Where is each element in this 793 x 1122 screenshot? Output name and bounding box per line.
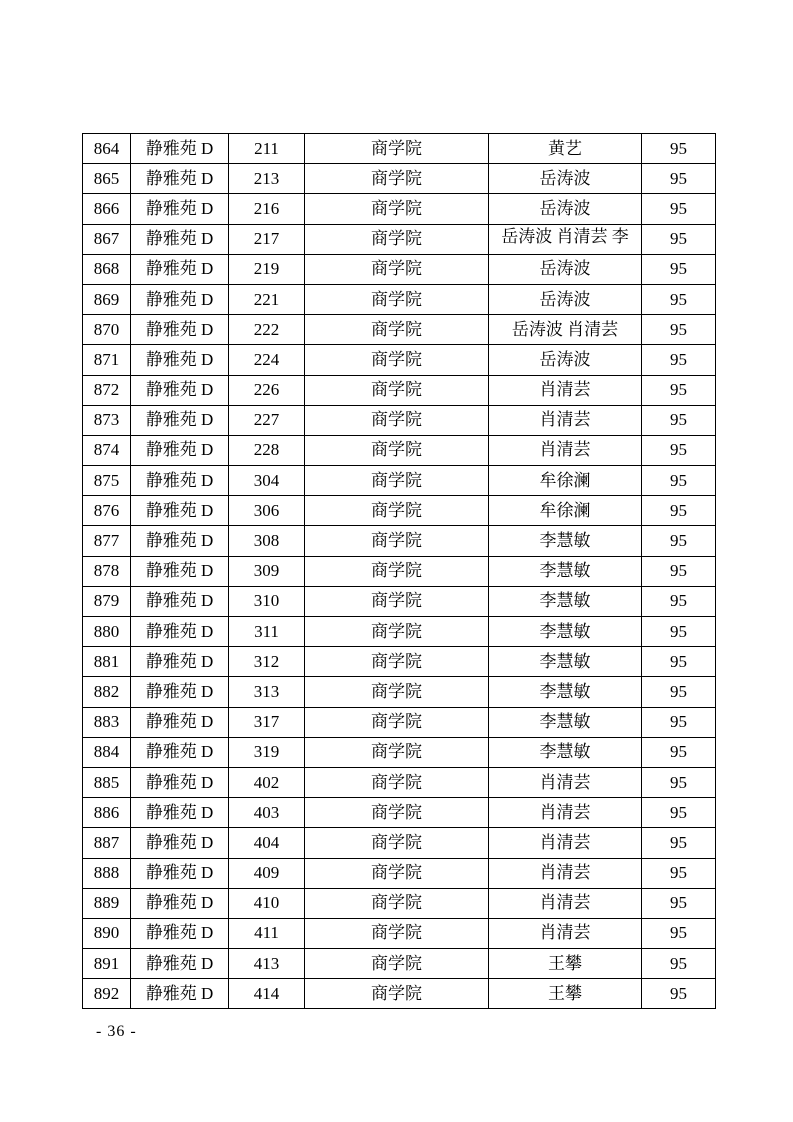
college-cell: 商学院 (305, 707, 489, 737)
college-cell: 商学院 (305, 435, 489, 465)
table-row (83, 737, 716, 767)
room-number-cell: 308 (229, 526, 305, 556)
name-cell (489, 134, 642, 164)
name-cell-text: 肖清芸 (539, 832, 591, 852)
row-index-cell: 890 (83, 918, 131, 948)
table-row (83, 496, 716, 526)
college-cell: 商学院 (305, 647, 489, 677)
building-cell: 静雅苑 D (131, 526, 229, 556)
name-cell (489, 828, 642, 858)
building-cell: 静雅苑 D (131, 918, 229, 948)
college-cell: 商学院 (305, 617, 489, 647)
score-cell: 95 (642, 888, 716, 918)
name-cell-text: 岳涛波 (539, 198, 591, 218)
table-row (83, 798, 716, 828)
table-row (83, 979, 716, 1009)
building-cell: 静雅苑 D (131, 737, 229, 767)
name-cell (489, 888, 642, 918)
table-row (83, 949, 716, 979)
table-row (83, 254, 716, 284)
row-index-cell: 876 (83, 496, 131, 526)
name-cell-text: 岳涛波 (539, 289, 591, 309)
name-cell (489, 798, 642, 828)
building-cell: 静雅苑 D (131, 617, 229, 647)
score-cell: 95 (642, 586, 716, 616)
room-number-cell: 317 (229, 707, 305, 737)
college-cell: 商学院 (305, 888, 489, 918)
table-row (83, 345, 716, 375)
table-row (83, 284, 716, 314)
college-cell: 商学院 (305, 345, 489, 375)
row-index-cell: 885 (83, 767, 131, 797)
table-row (83, 134, 716, 164)
room-number-cell: 216 (229, 194, 305, 224)
room-number-cell: 403 (229, 798, 305, 828)
name-cell-text: 王攀 (548, 983, 582, 1003)
name-cell (489, 284, 642, 314)
name-cell (489, 586, 642, 616)
building-cell: 静雅苑 D (131, 134, 229, 164)
room-number-cell: 211 (229, 134, 305, 164)
room-number-cell: 404 (229, 828, 305, 858)
name-cell-text: 岳涛波 肖清芸 李 (501, 227, 629, 247)
room-number-cell: 310 (229, 586, 305, 616)
table-row (83, 405, 716, 435)
name-cell (489, 345, 642, 375)
score-cell: 95 (642, 647, 716, 677)
name-cell (489, 254, 642, 284)
room-number-cell: 411 (229, 918, 305, 948)
building-cell: 静雅苑 D (131, 767, 229, 797)
building-cell: 静雅苑 D (131, 254, 229, 284)
row-index-cell: 869 (83, 284, 131, 314)
college-cell: 商学院 (305, 496, 489, 526)
room-number-cell: 313 (229, 677, 305, 707)
score-cell: 95 (642, 345, 716, 375)
table-row (83, 586, 716, 616)
row-index-cell: 868 (83, 254, 131, 284)
college-cell: 商学院 (305, 767, 489, 797)
name-cell (489, 707, 642, 737)
page-number: - 36 - (96, 1023, 137, 1040)
name-cell (489, 466, 642, 496)
building-cell: 静雅苑 D (131, 707, 229, 737)
building-cell: 静雅苑 D (131, 979, 229, 1009)
score-cell: 95 (642, 254, 716, 284)
building-cell: 静雅苑 D (131, 556, 229, 586)
table-row (83, 466, 716, 496)
table-row (83, 224, 716, 254)
row-index-cell: 871 (83, 345, 131, 375)
building-cell: 静雅苑 D (131, 798, 229, 828)
name-cell (489, 405, 642, 435)
room-number-cell: 311 (229, 617, 305, 647)
room-number-cell: 213 (229, 164, 305, 194)
table-row (83, 526, 716, 556)
name-cell-text: 肖清芸 (539, 923, 591, 943)
score-cell: 95 (642, 798, 716, 828)
table-row (83, 375, 716, 405)
college-cell: 商学院 (305, 979, 489, 1009)
room-number-cell: 217 (229, 224, 305, 254)
score-cell: 95 (642, 164, 716, 194)
room-number-cell: 219 (229, 254, 305, 284)
building-cell: 静雅苑 D (131, 435, 229, 465)
building-cell: 静雅苑 D (131, 194, 229, 224)
row-index-cell: 877 (83, 526, 131, 556)
name-cell (489, 677, 642, 707)
room-number-cell: 304 (229, 466, 305, 496)
building-cell: 静雅苑 D (131, 647, 229, 677)
row-index-cell: 887 (83, 828, 131, 858)
name-cell-text: 肖清芸 (539, 863, 591, 883)
name-cell-text: 牟徐澜 (539, 500, 591, 520)
table-row (83, 707, 716, 737)
name-cell-text: 黄艺 (548, 138, 582, 158)
college-cell: 商学院 (305, 586, 489, 616)
table-row (83, 194, 716, 224)
table-row (83, 858, 716, 888)
name-cell (489, 767, 642, 797)
score-cell: 95 (642, 556, 716, 586)
row-index-cell: 866 (83, 194, 131, 224)
building-cell: 静雅苑 D (131, 828, 229, 858)
table-row (83, 828, 716, 858)
name-cell (489, 979, 642, 1009)
name-cell-text: 李慧敏 (539, 742, 591, 762)
name-cell-text: 岳涛波 (539, 259, 591, 279)
name-cell-text: 肖清芸 (539, 802, 591, 822)
name-cell-text: 李慧敏 (539, 531, 591, 551)
college-cell: 商学院 (305, 526, 489, 556)
name-cell (489, 858, 642, 888)
college-cell: 商学院 (305, 375, 489, 405)
building-cell: 静雅苑 D (131, 284, 229, 314)
building-cell: 静雅苑 D (131, 224, 229, 254)
building-cell: 静雅苑 D (131, 949, 229, 979)
room-number-cell: 414 (229, 979, 305, 1009)
score-cell: 95 (642, 707, 716, 737)
score-cell: 95 (642, 315, 716, 345)
college-cell: 商学院 (305, 284, 489, 314)
name-cell-text: 李慧敏 (539, 621, 591, 641)
name-cell-text: 肖清芸 (539, 380, 591, 400)
college-cell: 商学院 (305, 315, 489, 345)
score-cell: 95 (642, 949, 716, 979)
name-cell (489, 315, 642, 345)
row-index-cell: 882 (83, 677, 131, 707)
building-cell: 静雅苑 D (131, 858, 229, 888)
row-index-cell: 888 (83, 858, 131, 888)
room-number-cell: 413 (229, 949, 305, 979)
table-row (83, 767, 716, 797)
table-row (83, 918, 716, 948)
table-row (83, 556, 716, 586)
score-cell: 95 (642, 918, 716, 948)
row-index-cell: 892 (83, 979, 131, 1009)
row-index-cell: 883 (83, 707, 131, 737)
name-cell-text: 肖清芸 (539, 893, 591, 913)
dormitory-score-table (82, 133, 716, 1009)
name-cell-text: 岳涛波 (539, 168, 591, 188)
building-cell: 静雅苑 D (131, 677, 229, 707)
row-index-cell: 891 (83, 949, 131, 979)
name-cell-text: 李慧敏 (539, 712, 591, 732)
score-cell: 95 (642, 617, 716, 647)
room-number-cell: 410 (229, 888, 305, 918)
row-index-cell: 881 (83, 647, 131, 677)
table-row (83, 888, 716, 918)
building-cell: 静雅苑 D (131, 586, 229, 616)
room-number-cell: 402 (229, 767, 305, 797)
row-index-cell: 867 (83, 224, 131, 254)
table-row (83, 435, 716, 465)
room-number-cell: 409 (229, 858, 305, 888)
row-index-cell: 870 (83, 315, 131, 345)
row-index-cell: 875 (83, 466, 131, 496)
score-cell: 95 (642, 405, 716, 435)
building-cell: 静雅苑 D (131, 888, 229, 918)
name-cell (489, 224, 642, 254)
name-cell (489, 949, 642, 979)
score-cell: 95 (642, 979, 716, 1009)
name-cell-text: 李慧敏 (539, 651, 591, 671)
score-cell: 95 (642, 526, 716, 556)
name-cell (489, 194, 642, 224)
name-cell-text: 岳涛波 肖清芸 (511, 319, 619, 339)
table-body (83, 134, 716, 1009)
room-number-cell: 227 (229, 405, 305, 435)
score-cell: 95 (642, 224, 716, 254)
score-cell: 95 (642, 194, 716, 224)
room-number-cell: 319 (229, 737, 305, 767)
score-cell: 95 (642, 466, 716, 496)
name-cell-text: 李慧敏 (539, 591, 591, 611)
score-cell: 95 (642, 496, 716, 526)
building-cell: 静雅苑 D (131, 496, 229, 526)
score-cell: 95 (642, 737, 716, 767)
name-cell-text: 李慧敏 (539, 561, 591, 581)
building-cell: 静雅苑 D (131, 164, 229, 194)
table-row (83, 647, 716, 677)
college-cell: 商学院 (305, 858, 489, 888)
building-cell: 静雅苑 D (131, 466, 229, 496)
row-index-cell: 864 (83, 134, 131, 164)
row-index-cell: 874 (83, 435, 131, 465)
name-cell-text: 李慧敏 (539, 681, 591, 701)
name-cell-text: 肖清芸 (539, 772, 591, 792)
name-cell (489, 526, 642, 556)
college-cell: 商学院 (305, 254, 489, 284)
score-cell: 95 (642, 375, 716, 405)
college-cell: 商学院 (305, 677, 489, 707)
college-cell: 商学院 (305, 134, 489, 164)
row-index-cell: 878 (83, 556, 131, 586)
name-cell-text: 王攀 (548, 953, 582, 973)
room-number-cell: 228 (229, 435, 305, 465)
name-cell-text: 牟徐澜 (539, 470, 591, 490)
college-cell: 商学院 (305, 949, 489, 979)
row-index-cell: 886 (83, 798, 131, 828)
room-number-cell: 312 (229, 647, 305, 677)
college-cell: 商学院 (305, 737, 489, 767)
score-cell: 95 (642, 677, 716, 707)
name-cell (489, 737, 642, 767)
college-cell: 商学院 (305, 194, 489, 224)
room-number-cell: 306 (229, 496, 305, 526)
name-cell (489, 496, 642, 526)
table-row (83, 164, 716, 194)
building-cell: 静雅苑 D (131, 375, 229, 405)
college-cell: 商学院 (305, 164, 489, 194)
room-number-cell: 224 (229, 345, 305, 375)
name-cell-text: 肖清芸 (539, 440, 591, 460)
score-cell: 95 (642, 284, 716, 314)
score-cell: 95 (642, 767, 716, 797)
name-cell (489, 617, 642, 647)
score-cell: 95 (642, 858, 716, 888)
name-cell (489, 556, 642, 586)
college-cell: 商学院 (305, 828, 489, 858)
room-number-cell: 226 (229, 375, 305, 405)
name-cell (489, 375, 642, 405)
row-index-cell: 865 (83, 164, 131, 194)
table-row (83, 617, 716, 647)
room-number-cell: 222 (229, 315, 305, 345)
college-cell: 商学院 (305, 556, 489, 586)
college-cell: 商学院 (305, 405, 489, 435)
building-cell: 静雅苑 D (131, 405, 229, 435)
score-cell: 95 (642, 435, 716, 465)
name-cell-text: 肖清芸 (539, 410, 591, 430)
row-index-cell: 889 (83, 888, 131, 918)
college-cell: 商学院 (305, 466, 489, 496)
name-cell-text: 岳涛波 (539, 349, 591, 369)
score-cell: 95 (642, 828, 716, 858)
name-cell (489, 435, 642, 465)
name-cell (489, 164, 642, 194)
row-index-cell: 872 (83, 375, 131, 405)
row-index-cell: 879 (83, 586, 131, 616)
college-cell: 商学院 (305, 918, 489, 948)
row-index-cell: 873 (83, 405, 131, 435)
row-index-cell: 880 (83, 617, 131, 647)
room-number-cell: 221 (229, 284, 305, 314)
table-row (83, 677, 716, 707)
row-index-cell: 884 (83, 737, 131, 767)
name-cell (489, 647, 642, 677)
name-cell (489, 918, 642, 948)
score-cell: 95 (642, 134, 716, 164)
college-cell: 商学院 (305, 798, 489, 828)
building-cell: 静雅苑 D (131, 315, 229, 345)
room-number-cell: 309 (229, 556, 305, 586)
building-cell: 静雅苑 D (131, 345, 229, 375)
table-row (83, 315, 716, 345)
college-cell: 商学院 (305, 224, 489, 254)
